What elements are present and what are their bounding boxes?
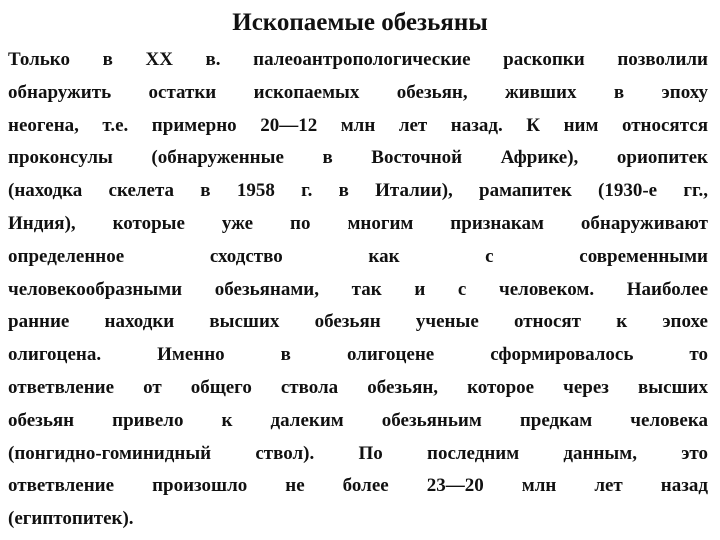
text-line: неогена, т.е. примерно 20—12 млн лет назад. К ним относятся (8, 114, 708, 136)
text-line: (египтопитек). (8, 508, 134, 530)
text-line: ответвление от общего ствола обезьян, которое через высших (8, 376, 708, 398)
text-line: олигоцена. Именно в олигоцене сформировалось то (8, 344, 708, 366)
text-line: обнаружить остатки ископаемых обезьян, живших в эпоху (8, 81, 708, 103)
text-line: ранние находки высших обезьян ученые относят к эпохе (8, 311, 708, 333)
text-line: (понгидно-гоминидный ствол). По последним данным, это (8, 442, 708, 464)
page-title: Ископаемые обезьяны (232, 9, 488, 36)
text-line: обезьян привело к далеким обезьяньим предкам человека (8, 409, 708, 431)
text-line: Индия), которые уже по многим признакам обнаруживают (8, 212, 708, 234)
text-line: проконсулы (обнаруженные в Восточной Африке), ориопитек (8, 147, 708, 169)
text-line: (находка скелета в 1958 г. в Италии), рамапитек (1930-е гг., (8, 180, 708, 202)
text-line: ответвление произошло не более 23—20 млн лет назад (8, 475, 708, 497)
text-line: человекообразными обезьянами, так и с человеком. Наиболее (8, 278, 708, 300)
text-line: определенное сходство как с современными (8, 245, 708, 267)
text-line: Только в XX в. палеоантропологические раскопки позволили (8, 49, 708, 70)
body-paragraph (8, 44, 708, 536)
